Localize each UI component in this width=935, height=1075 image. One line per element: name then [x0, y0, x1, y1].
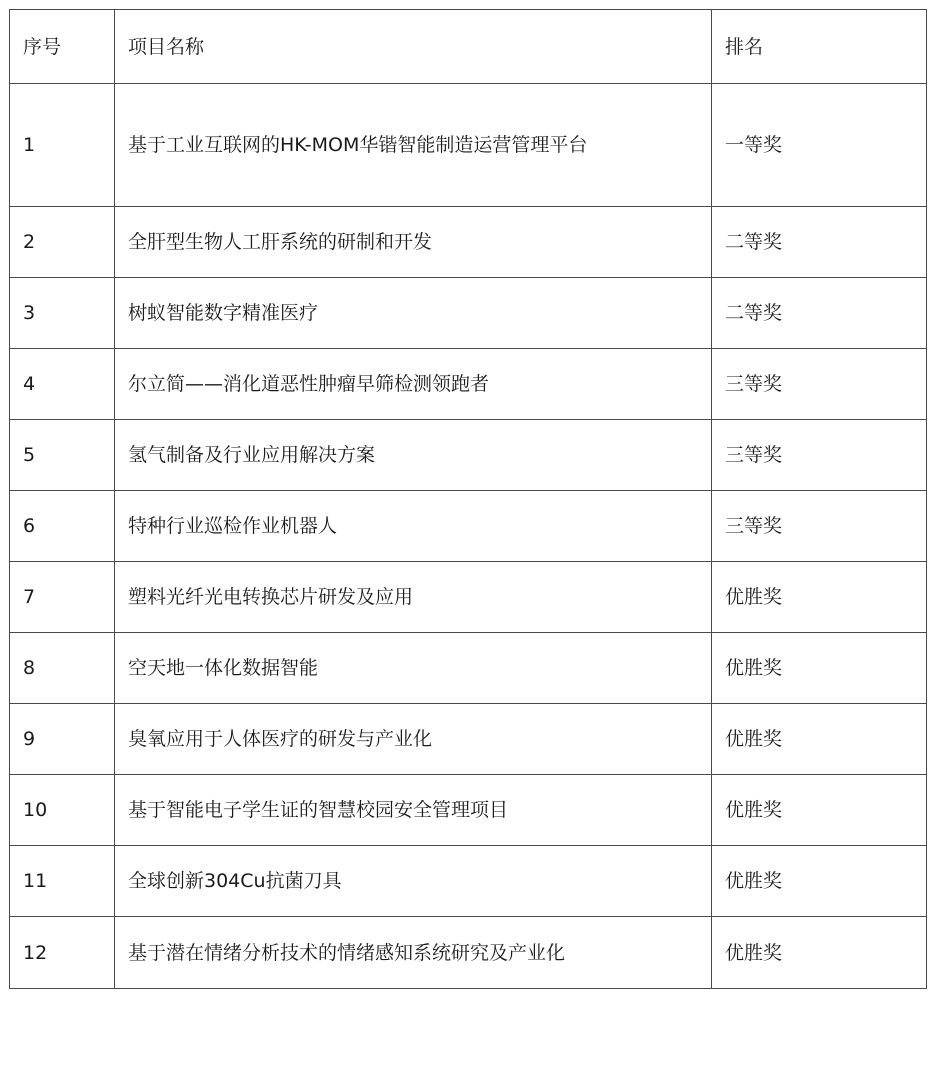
row-project-name: 塑料光纤光电转换芯片研发及应用: [115, 562, 712, 633]
row-project-name: 基于工业互联网的HK-MOM华锴智能制造运营管理平台: [115, 84, 712, 207]
row-rank: 优胜奖: [712, 704, 927, 775]
table-header-row: [10, 10, 927, 84]
row-project-name: 基于智能电子学生证的智慧校园安全管理项目: [115, 775, 712, 846]
row-rank: 优胜奖: [712, 633, 927, 704]
row-index: 9: [10, 704, 115, 775]
row-rank: 优胜奖: [712, 917, 927, 989]
row-rank: 一等奖: [712, 84, 927, 207]
row-index: 7: [10, 562, 115, 633]
table-row: [10, 491, 927, 562]
table-row: [10, 562, 927, 633]
row-index: 8: [10, 633, 115, 704]
row-rank: 二等奖: [712, 278, 927, 349]
row-index: 6: [10, 491, 115, 562]
table-row: [10, 917, 927, 989]
row-index: 11: [10, 846, 115, 917]
header-rank: 排名: [712, 10, 927, 84]
row-index: 1: [10, 84, 115, 207]
row-project-name: 尔立简——消化道恶性肿瘤早筛检测领跑者: [115, 349, 712, 420]
table-row: [10, 84, 927, 207]
row-index: 4: [10, 349, 115, 420]
row-rank: 三等奖: [712, 349, 927, 420]
row-index: 12: [10, 917, 115, 989]
table-row: [10, 704, 927, 775]
row-rank: 优胜奖: [712, 846, 927, 917]
header-index: 序号: [10, 10, 115, 84]
row-project-name: 空天地一体化数据智能: [115, 633, 712, 704]
row-project-name: 全球创新304Cu抗菌刀具: [115, 846, 712, 917]
table-row: [10, 846, 927, 917]
row-project-name: 特种行业巡检作业机器人: [115, 491, 712, 562]
row-project-name: 臭氧应用于人体医疗的研发与产业化: [115, 704, 712, 775]
header-project-name: 项目名称: [115, 10, 712, 84]
table-row: [10, 775, 927, 846]
table-row: [10, 349, 927, 420]
table-row: [10, 207, 927, 278]
row-rank: 三等奖: [712, 420, 927, 491]
table-row: [10, 420, 927, 491]
row-project-name: 全肝型生物人工肝系统的研制和开发: [115, 207, 712, 278]
row-rank: 优胜奖: [712, 562, 927, 633]
awards-table: [9, 9, 927, 989]
row-rank: 三等奖: [712, 491, 927, 562]
row-rank: 优胜奖: [712, 775, 927, 846]
table-row: [10, 278, 927, 349]
row-project-name: 树蚁智能数字精准医疗: [115, 278, 712, 349]
row-index: 10: [10, 775, 115, 846]
table-row: [10, 633, 927, 704]
row-project-name: 氢气制备及行业应用解决方案: [115, 420, 712, 491]
row-index: 2: [10, 207, 115, 278]
row-project-name: 基于潜在情绪分析技术的情绪感知系统研究及产业化: [115, 917, 712, 989]
row-index: 3: [10, 278, 115, 349]
row-index: 5: [10, 420, 115, 491]
row-rank: 二等奖: [712, 207, 927, 278]
